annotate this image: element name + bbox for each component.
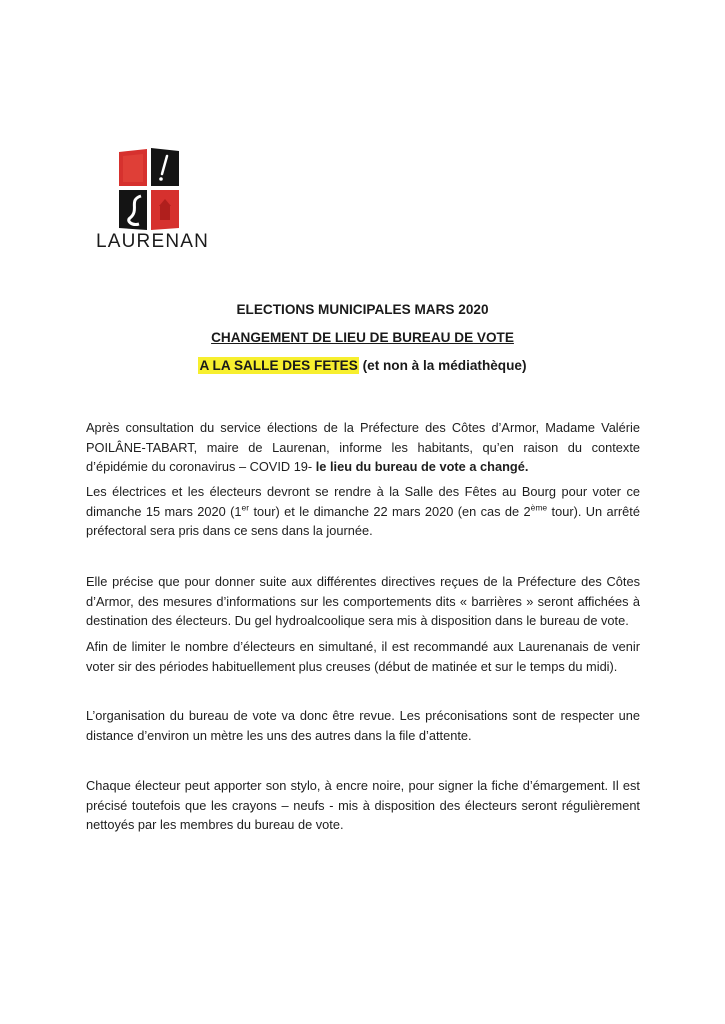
voting-dates-text-a: Les électrices et les électeurs devront se rendre à la Salle des Fêtes au Bourg pour voter ce dimanche 15 mars 2020 (1	[86, 484, 640, 519]
title-salle-des-fetes	[0, 358, 725, 373]
voting-dates-text-b: tour) et le dimanche 22 mars 2020 (en cas de 2	[249, 503, 531, 519]
title-elections: ELECTIONS MUNICIPALES MARS 2020	[236, 302, 489, 317]
paragraph-organisation: L’organisation du bureau de vote va donc être revue. Les préconisations sont de respecter une distance d’environ un mètre les uns des autres dans la file d’attente.	[86, 708, 640, 743]
voting-dates-text-c: tour). Un arrêté préfectoral sera pris dans ce sens dans la journée.	[86, 503, 640, 538]
paragraph-consultation	[86, 418, 640, 477]
highlighted-location: A LA SALLE DES FETES	[199, 358, 358, 373]
paragraph-limit-voters: Afin de limiter le nombre d’électeurs en simultané, il est recommandé aux Laurenanais de venir voter sir des périodes habituellement plus creuses (début de matinée et sur le temps du midi).	[86, 639, 640, 674]
superscript-second: ème	[530, 502, 548, 513]
location-note: (et non à la médiathèque)	[358, 358, 527, 373]
paragraph-voting-dates	[86, 482, 640, 541]
paragraph-barrier-measures: Elle précise que pour donner suite aux différentes directives reçues de la Préfecture des Côtes d’Armor, des mesures d’informations sur les comportements dits « barrières » seront affichées à destination des électeurs. Du gel hydroalcoolique sera mis à disposition dans le bureau de vote.	[86, 574, 640, 628]
logo-wordmark: LAURENAN	[96, 231, 210, 252]
title-changement: CHANGEMENT DE LIEU DE BUREAU DE VOTE	[211, 330, 514, 345]
superscript-first: er	[241, 502, 250, 513]
laurenan-coat-of-arms-logo	[110, 144, 188, 234]
paragraph-consultation-text: Après consultation du service élections de la Préfecture des Côtes d’Armor, Madame Valérie POILÂNE-TABART, maire de Laurenan, informe les habitants, qu’en raison du contexte d’épidémie du coronavirus – COVID 19-	[86, 420, 640, 474]
paragraph-consultation-bold: le lieu du bureau de vote a changé.	[315, 459, 529, 474]
paragraph-pen: Chaque électeur peut apporter son stylo, à encre noire, pour signer la fiche d’émargement. Il est précisé toutefois que les crayons – neufs - mis à disposition des électeurs seront régulièrement nettoyés par les membres du bureau de vote.	[86, 778, 640, 832]
